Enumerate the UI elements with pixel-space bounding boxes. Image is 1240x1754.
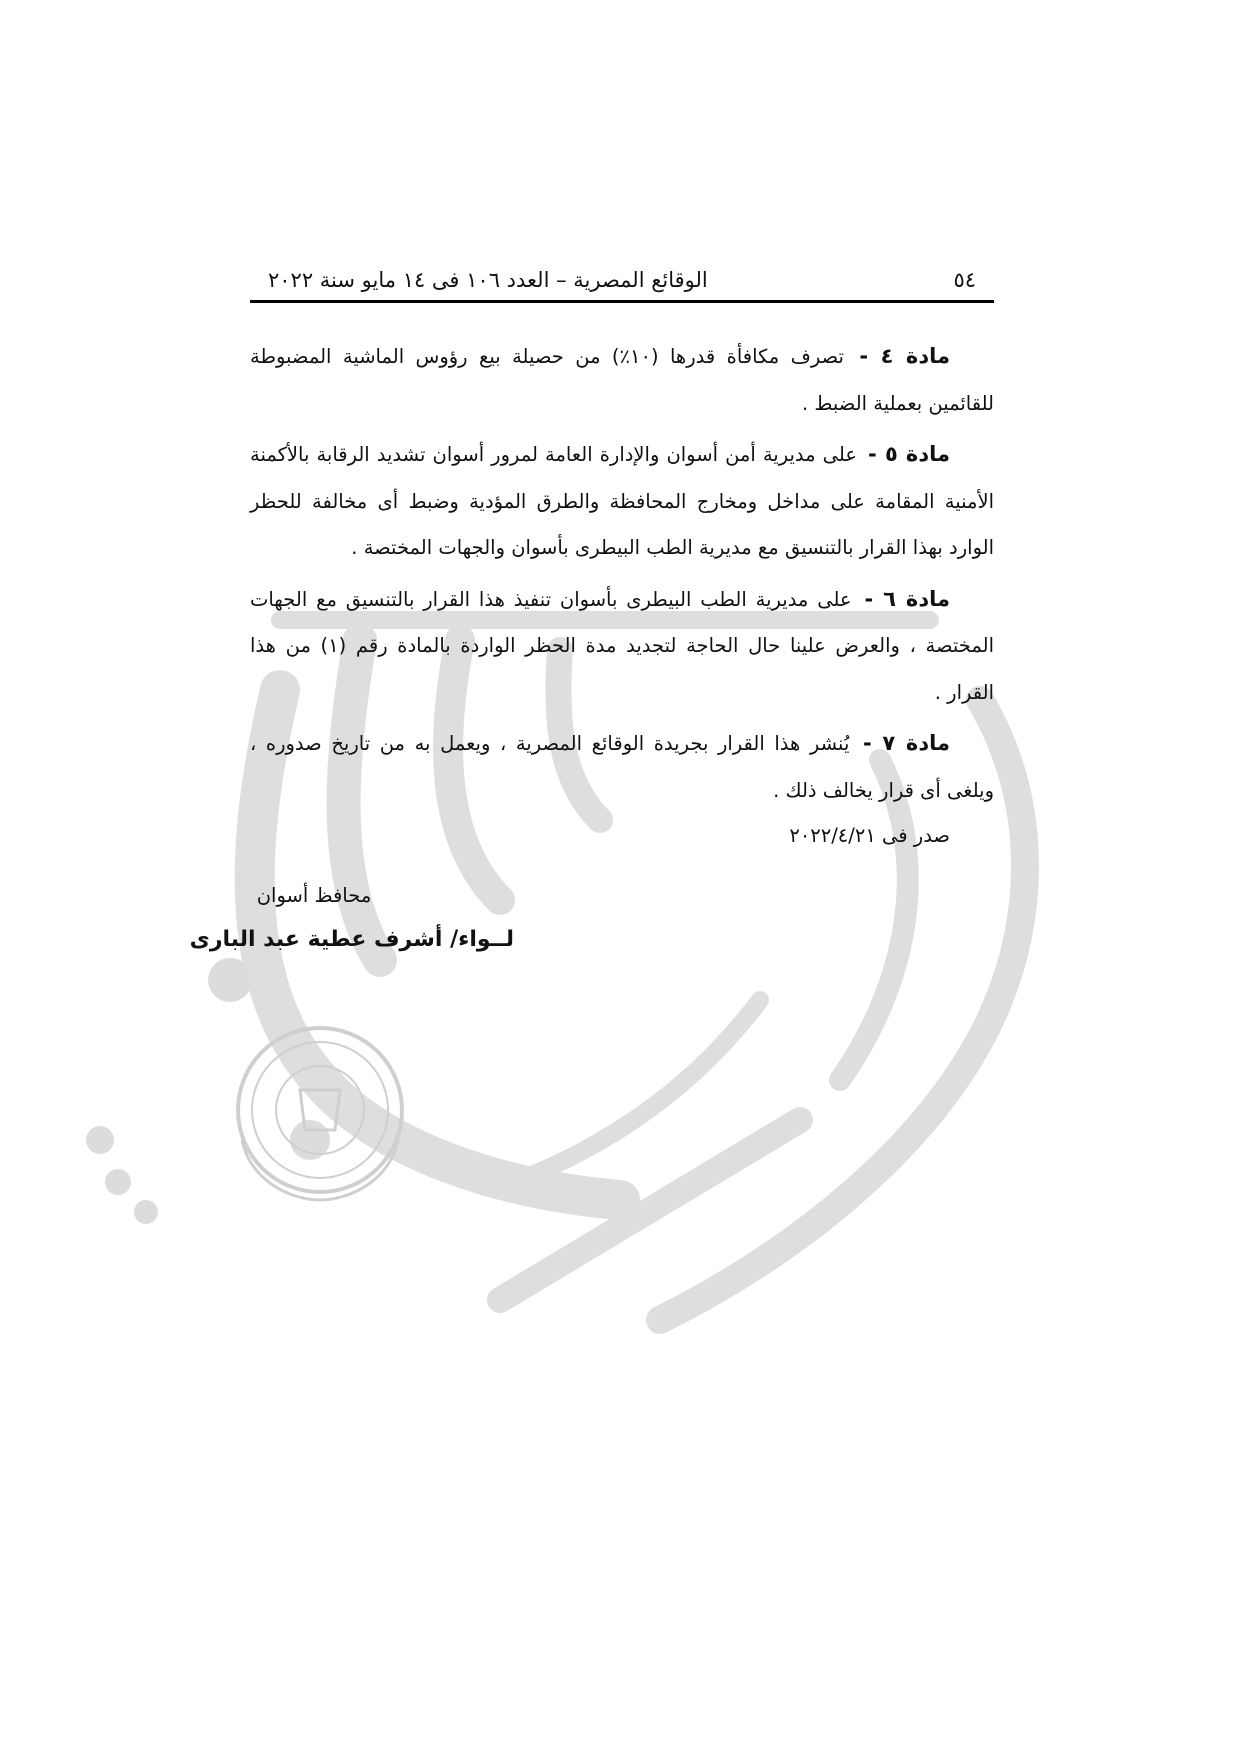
- article-label: مادة ٥ -: [868, 442, 950, 466]
- issue-date: صدر فى ٢٠٢٢/٤/٢١: [789, 824, 950, 847]
- article-label: مادة ٧ -: [862, 731, 950, 755]
- article-4: [250, 333, 994, 427]
- governor-title: محافظ أسوان: [256, 884, 372, 907]
- document-page: [189, 268, 994, 962]
- article-text: تصرف مكافأة قدرها (١٠٪) من حصيلة بيع رؤوس الماشية المضبوطة للقائمين بعملية الضبط .: [250, 345, 994, 415]
- page-header: [250, 268, 994, 303]
- seal-emblem: [238, 1028, 402, 1200]
- article-5: [250, 431, 994, 572]
- journal-title: الوقائع المصرية – العدد ١٠٦ فى ١٤ مايو سنة ٢٠٢٢: [268, 268, 708, 292]
- article-text: على مديرية أمن أسوان والإدارة العامة لمرور أسوان تشديد الرقابة بالأكمنة الأمنية المقامة على مداخل ومخارج المحافظة والطرق المؤدية وضبط أى مخالفة للحظر الوارد بهذا القرار بالتنسيق مع مديرية الطب البيطرى بأسوان والجهات المختصة .: [250, 443, 994, 559]
- signature-block: [189, 874, 514, 962]
- article-6: [250, 576, 994, 717]
- page-number: ٥٤: [953, 268, 976, 292]
- article-label: مادة ٤ -: [859, 344, 950, 368]
- article-label: مادة ٦ -: [864, 586, 950, 611]
- article-text: على مديرية الطب البيطرى بأسوان تنفيذ هذا القرار بالتنسيق مع الجهات المختصة ، والعرض علينا حال الحاجة لتجديد مدة الحظر الواردة بالمادة رقم (١) من هذا القرار .: [250, 587, 994, 704]
- article-text: يُنشر هذا القرار بجريدة الوقائع المصرية ، ويعمل به من تاريخ صدوره ، ويلغى أى قرار يخالف ذلك .: [250, 732, 994, 802]
- signatory-name: لــواء/ أشرف عطية عبد البارى: [189, 927, 514, 952]
- article-7: [250, 720, 994, 814]
